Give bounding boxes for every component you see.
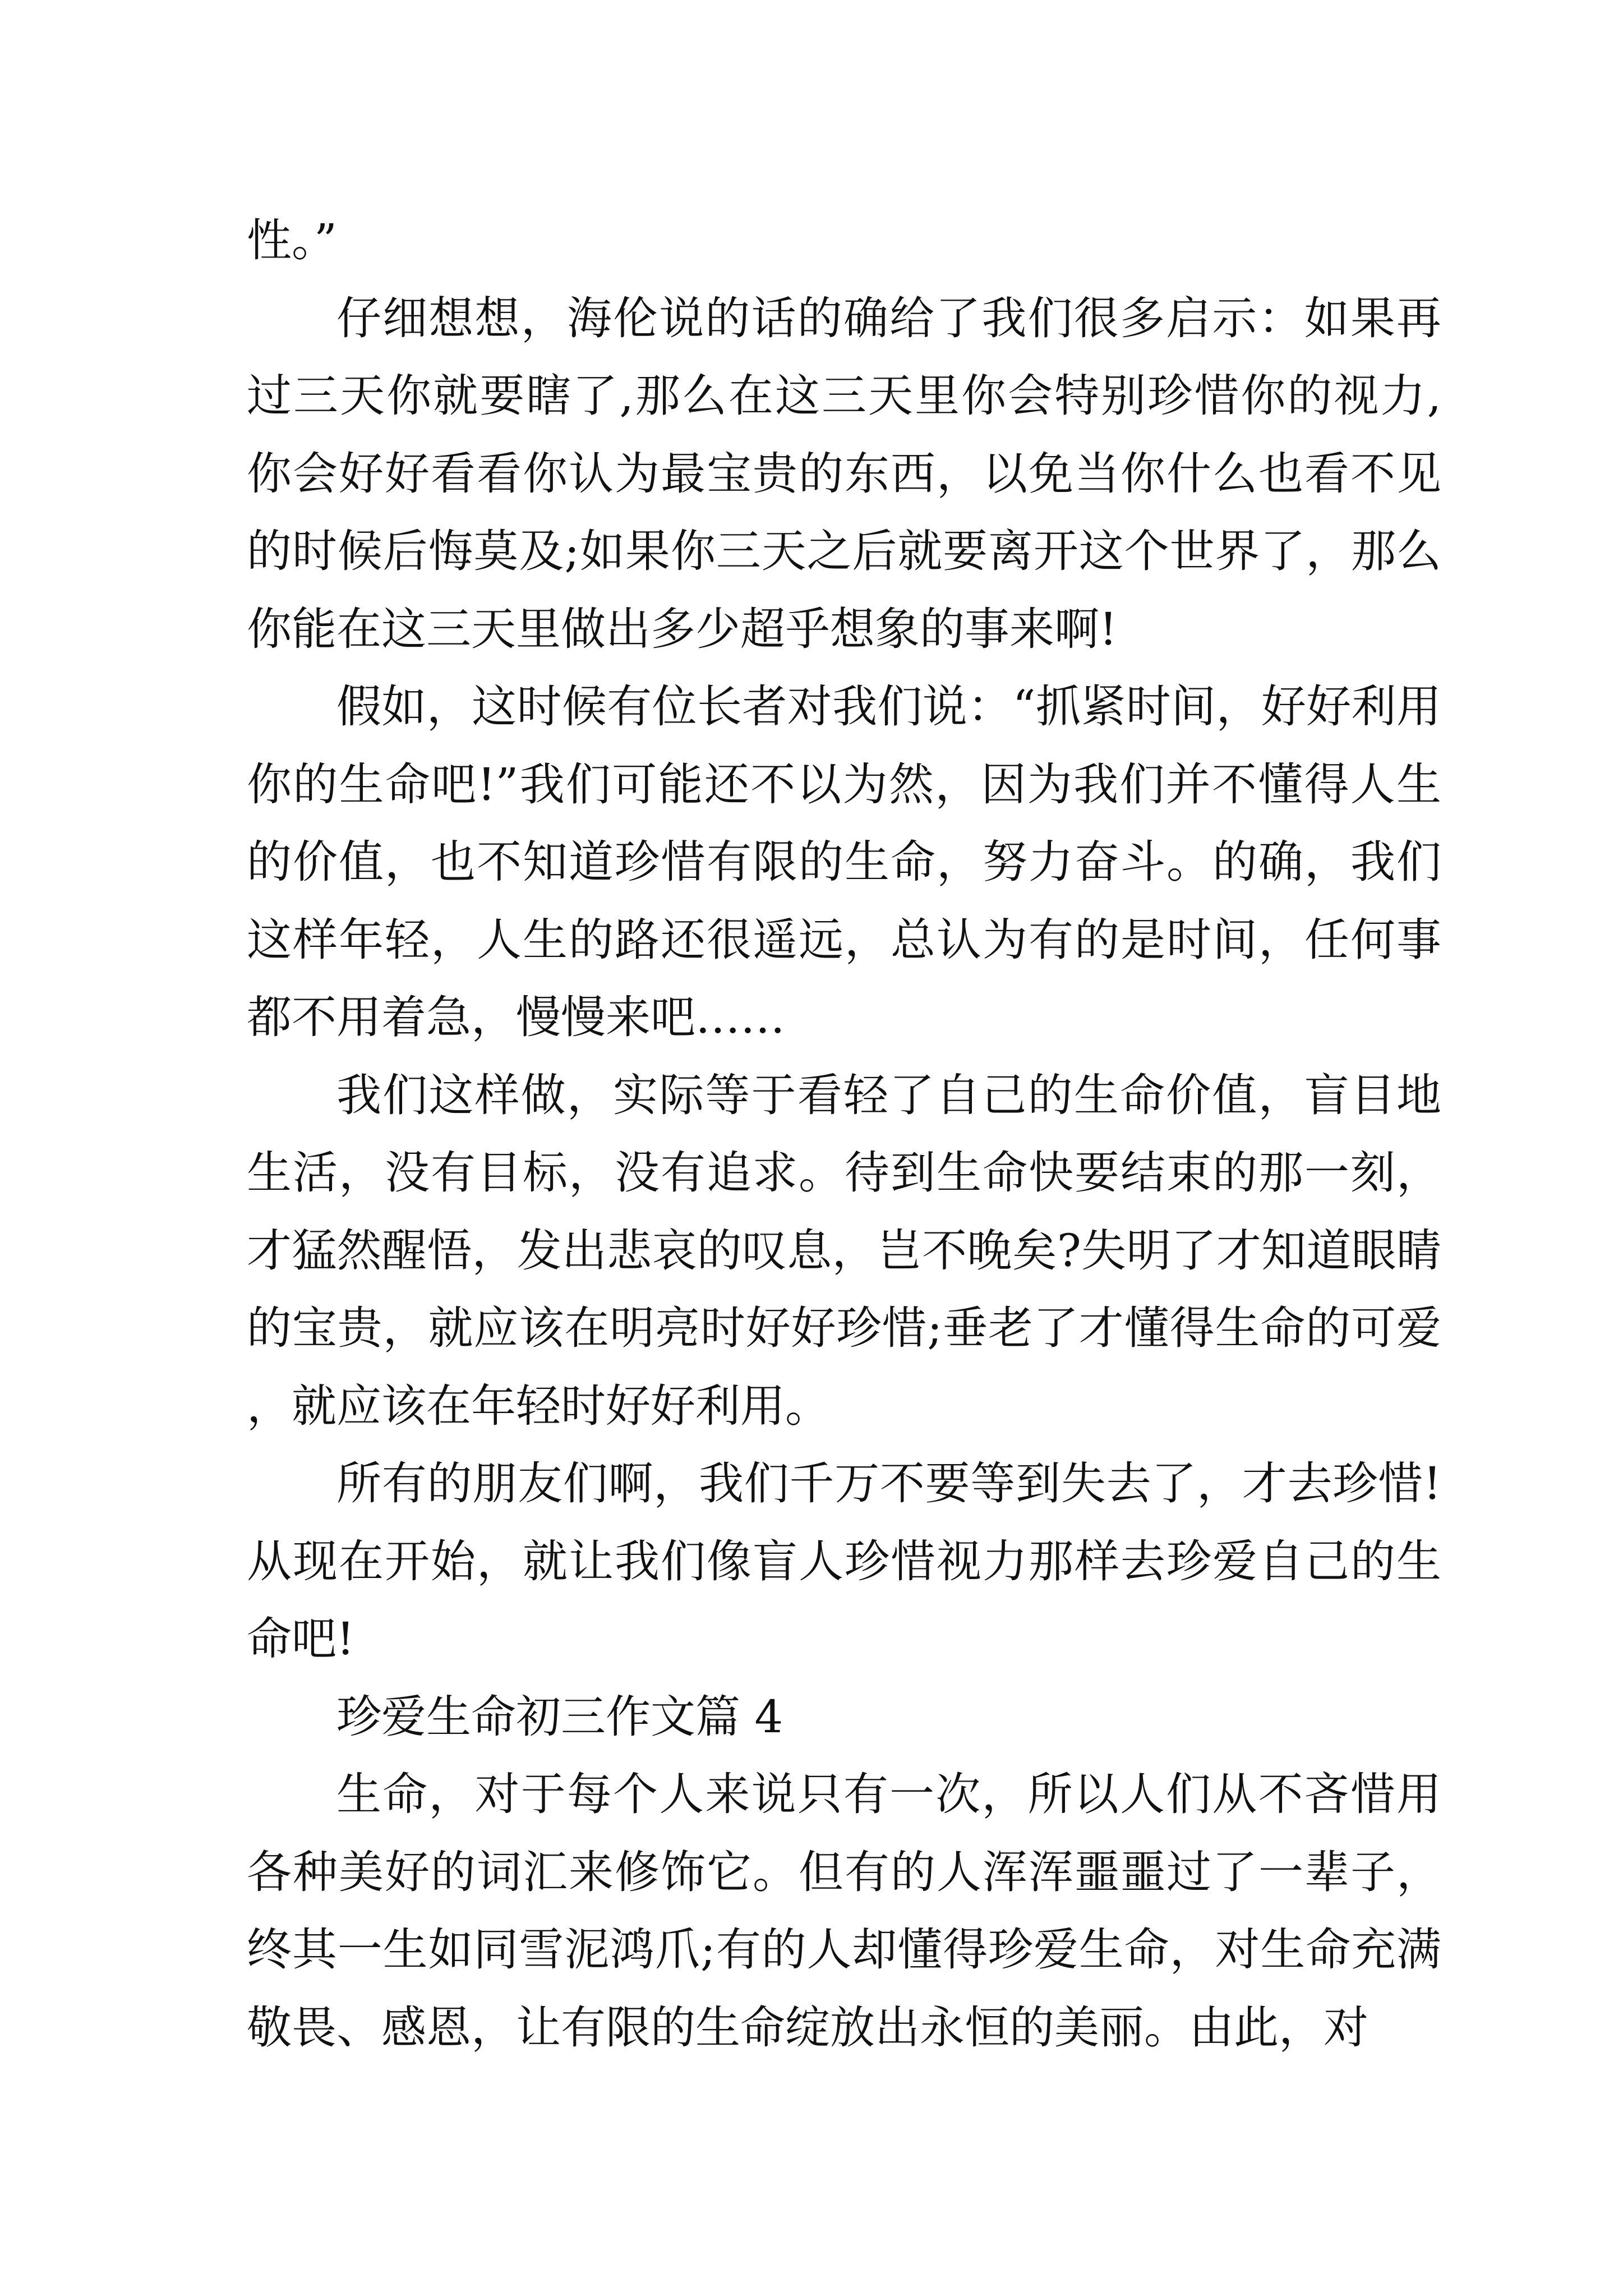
- paragraph-call-to-action: 所有的朋友们啊，我们千万不要等到失去了，才去珍惜!从现在开始，就让我们像盲人珍惜视力那样去珍爱自己的生命吧!: [247, 1457, 1441, 1665]
- paragraph-consequence: 我们这样做，实际等于看轻了自己的生命价值，盲目地生活，没有目标，没有追求。待到生命快要结束的那一刻，才猛然醒悟，发出悲哀的叹息，岂不晚矣?失明了才知道眼睛的宝贵，就应该在明亮时好好珍惜;垂老了才懂得生命的可爱，就应该在年轻时好好利用。: [247, 1069, 1441, 1432]
- paragraph-essay-4-intro: 生命，对于每个人来说只有一次，所以人们从不吝惜用各种美好的词汇来修饰它。但有的人浑浑噩噩过了一辈子，终其一生如同雪泥鸿爪;有的人却懂得珍爱生命，对生命充满敬畏、感恩，让有限的生命绽放出永恒的美丽。由此，对: [247, 1768, 1441, 2054]
- paragraph-reflection: 仔细想想，海伦说的话的确给了我们很多启示：如果再过三天你就要瞎了,那么在这三天里你会特别珍惜你的视力,你会好好看看你认为最宝贵的东西，以免当你什么也看不见的时候后悔莫及;如果你三天之后就要离开这个世界了，那么你能在这三天里做出多少超乎想象的事来啊!: [247, 292, 1441, 655]
- document-body: [247, 202, 1441, 2067]
- paragraph-continuation: 性。”: [247, 214, 337, 266]
- paragraph-elder-advice: 假如，这时候有位长者对我们说：“抓紧时间，好好利用你的生命吧!”我们可能还不以为然，因为我们并不懂得人生的价值，也不知道珍惜有限的生命，努力奋斗。的确，我们这样年轻，人生的路还很遥远，总认为有的是时间，任何事都不用着急，慢慢来吧……: [247, 680, 1441, 1043]
- section-heading: 珍爱生命初三作文篇 4: [336, 1690, 783, 1743]
